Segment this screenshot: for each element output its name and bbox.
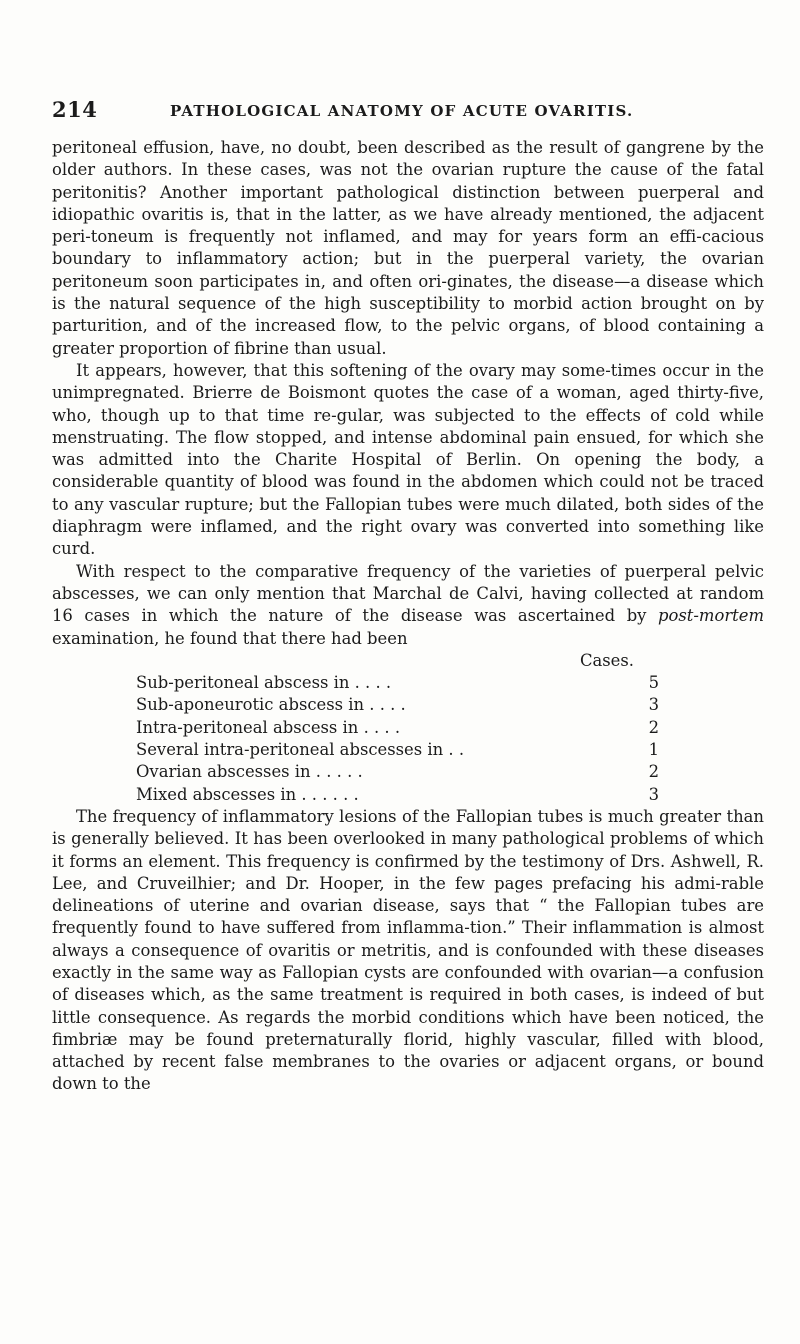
paragraph-1: peritoneal effusion, have, no doubt, been described as the result of gangrene by the older authors. In these cases, was not the ovarian rupture the cause of the fatal peritonitis? Another important pathological distinction between puerperal and idiopathic ovaritis is, that in the latter, as we have already mentioned, the adjacent peri-toneum is frequently not inflamed, and may for years form an effi-cacious boundary to inflammatory action; but in the puerperal variety, the ovarian peritoneum soon participates in, and often ori-ginates, the disease—a disease which is the natural sequence of the high susceptibility to morbid action brought on by parturition, and of the increased flow, to the pelvic organs, of blood containing a greater proportion of fibrine than usual. (52, 138, 764, 358)
paragraph-3-text-b: examination, he found that there had been (52, 628, 408, 648)
paragraph-4: The frequency of inflammatory lesions of the Fallopian tubes is much greater than is generally believed. It has been overlooked in many pathological problems of which it forms an element. This frequency is confirmed by the testimony of Drs. Ashwell, R. Lee, and Cruveilhier; and Dr. Hooper, in the few pages prefacing his admi-rable delineations of uterine and ovarian disease, says that “ the Fallopian tubes are frequently found to have suffered from inflamma-tion.” Their inflammation is almost always a consequence of ovaritis or metritis, and is confounded with these diseases exactly in the same way as Fallopian cysts are confounded with ovarian—a confusion of diseases which, as the same treatment is required in both cases, is indeed of but little consequence. As regards the morbid conditions which have been noticed, the fimbriæ may be found preternaturally florid, highly vascular, filled with blood, attached by recent false membranes to the ovaries or adjacent organs, or bound down to the (52, 806, 764, 1094)
table-row-label: Mixed abscesses in . . . . . . (136, 784, 364, 804)
paragraph-3 (52, 561, 764, 650)
table-row (136, 717, 659, 739)
paragraph-3-italic: post-mortem (658, 606, 764, 626)
table-row-label: Intra-peritoneal abscess in . . . . (136, 717, 406, 737)
page-number: 214 (52, 97, 98, 122)
table-row-label: Sub-peritoneal abscess in . . . . (136, 673, 397, 693)
table-row (136, 672, 659, 694)
page-header (52, 97, 752, 127)
table-row-label: Sub-aponeurotic abscess in . . . . (136, 695, 411, 715)
table-row-value: 5 (648, 673, 659, 693)
table-row-label: Several intra-peritoneal abscesses in . . (136, 740, 470, 760)
paragraph-2: It appears, however, that this softening of the ovary may some-times occur in the unimpregnated. Brierre de Boismont quotes the case of a woman, aged thirty-five, who, though up to that time re-gular, was subjected to the effects of cold while menstruating. The flow stopped, and intense abdominal pain ensued, for which she was admitted into the Charite Hospital of Berlin. On opening the body, a considerable quantity of blood was found in the abdomen which could not be traced to any vascular rupture; but the Fallopian tubes were much dilated, both sides of the diaphragm were inflamed, and the right ovary was converted into something like curd. (52, 360, 764, 559)
running-head: PATHOLOGICAL ANATOMY OF ACUTE OVARITIS. (170, 102, 634, 120)
body-text (52, 137, 764, 1096)
table-row-value: 2 (648, 717, 659, 737)
table-row-value: 3 (648, 784, 659, 804)
table-row (136, 761, 659, 783)
abscess-table (52, 650, 764, 806)
paragraph-3-text-a: With respect to the comparative frequency of the varieties of puerperal pelvic abscesses, we can only mention that Marchal de Calvi, having collected at random 16 cases in which the nature of the disease was ascertained by (52, 561, 764, 626)
table-row-value: 2 (648, 762, 659, 782)
table-row-value: 1 (648, 740, 659, 760)
table-header-cases: Cases. (579, 650, 634, 670)
table-row (136, 784, 659, 806)
table-row-label: Ovarian abscesses in . . . . . (136, 762, 368, 782)
table-row (136, 739, 659, 761)
table-row (136, 694, 659, 716)
table-row-value: 3 (648, 695, 659, 715)
